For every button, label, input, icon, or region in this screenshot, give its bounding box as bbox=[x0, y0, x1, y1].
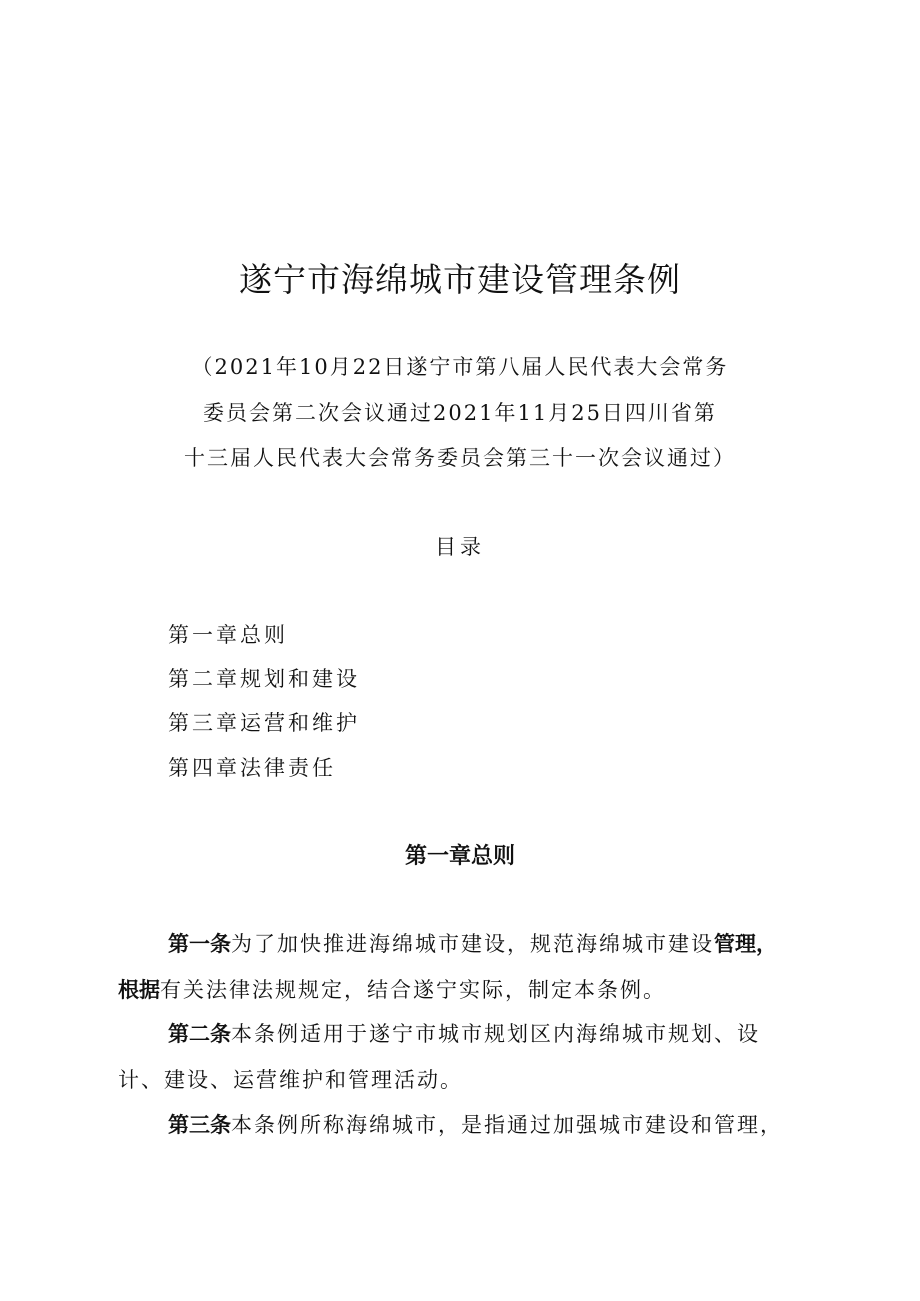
subtitle-line-3: 十三届人民代表大会常务委员会第三十一次会议通过） bbox=[184, 446, 736, 470]
subtitle-line-2: 委员会第二次会议通过2021年11月25日四川省第 bbox=[203, 401, 717, 425]
article-2-text-2: 计、建设、运营维护和管理活动。 bbox=[118, 1068, 463, 1092]
document-title: 遂宁市海绵城市建设管理条例 bbox=[239, 260, 681, 299]
article-1-text-1: 为了加快推进海绵城市建设，规范海绵城市建设 bbox=[231, 932, 714, 956]
article-3-text-1: 本条例所称海绵城市，是指通过加强城市建设和管理， bbox=[231, 1113, 783, 1137]
toc-item-chapter-3: 第三章运营和维护 bbox=[168, 711, 360, 735]
article-2-line-2 bbox=[118, 1065, 463, 1095]
subtitle-line-1: （2021年10月22日遂宁市第八届人民代表大会常务 bbox=[191, 355, 729, 379]
article-1-line-2 bbox=[118, 975, 666, 1005]
article-1-bold-tail: 管理， bbox=[714, 932, 777, 956]
article-3-line-1 bbox=[168, 1110, 783, 1140]
article-2-text-1: 本条例适用于遂宁市城市规划区内海绵城市规划、设 bbox=[231, 1022, 760, 1046]
article-2-line-1 bbox=[168, 1019, 760, 1049]
chapter-heading: 第一章总则 bbox=[404, 844, 515, 869]
article-1-text-2: 有关法律法规规定，结合遂宁实际，制定本条例。 bbox=[160, 978, 666, 1002]
toc-item-chapter-4: 第四章法律责任 bbox=[168, 756, 336, 780]
toc-item-chapter-2: 第二章规划和建设 bbox=[168, 667, 360, 691]
article-1-line-1 bbox=[168, 929, 777, 959]
article-1-label: 第一条 bbox=[168, 932, 231, 956]
article-1-bold-head: 根据 bbox=[118, 978, 160, 1002]
toc-item-chapter-1: 第一章总则 bbox=[168, 623, 288, 647]
article-2-label: 第二条 bbox=[168, 1022, 231, 1046]
toc-heading: 目录 bbox=[435, 535, 485, 559]
article-3-label: 第三条 bbox=[168, 1113, 231, 1137]
